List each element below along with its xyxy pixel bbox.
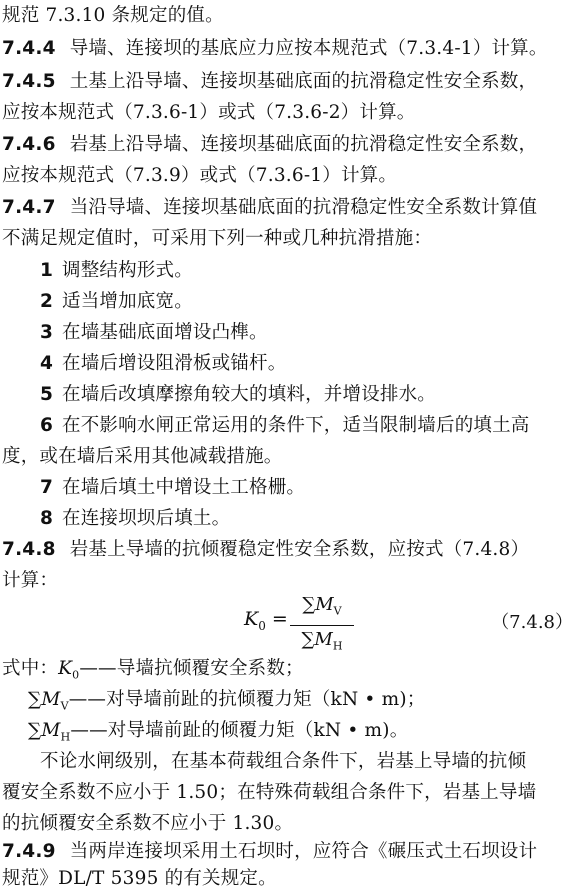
text-line: 不论水闸级别，在基本荷载组合条件下，岩基上导墙的抗倾 — [40, 751, 527, 772]
text-line: 度，或在墙后采用其他减载措施。 — [2, 446, 283, 467]
fraction-denominator: $\sum M_H$ — [301, 628, 343, 653]
definition-k0 — [2, 657, 581, 688]
section-7-4-4 — [2, 37, 581, 61]
list-item-number: 7 — [40, 477, 54, 498]
list-item-number: 2 — [40, 291, 54, 312]
text-line: 不满足规定值时，可采用下列一种或几种抗滑措施： — [2, 228, 433, 249]
section-text: 土基上沿导墙、连接坝基础底面的抗滑稳定性安全系数， — [69, 71, 538, 92]
definition-text: ——对导墙前趾的抗倾覆力矩（kN • m)； — [68, 689, 426, 710]
list-item-text: 在连接坝坝后填土。 — [62, 508, 231, 529]
list-item-text: 在墙后填土中增设土工格栅。 — [62, 477, 306, 498]
list-item-number: 3 — [40, 322, 54, 343]
section-7-4-8 — [2, 538, 581, 562]
equation-number: （7.4.8） — [491, 612, 573, 633]
list-item-number: 1 — [40, 260, 54, 281]
section-7-4-9 — [2, 840, 581, 864]
list-item-number: 4 — [40, 353, 54, 374]
text-line: 规范》DL/T 5395 的有关规定。 — [2, 868, 277, 889]
text-line: 计算： — [2, 570, 59, 591]
list-item-text: 在墙基础底面增设凸榫。 — [62, 322, 268, 343]
list-item — [40, 414, 581, 438]
section-7-4-7 — [2, 196, 581, 220]
section-number: 7.4.4 — [2, 38, 56, 59]
definition-mv — [28, 688, 581, 719]
list-item — [40, 476, 581, 500]
section-text: 岩基上沿导墙、连接坝基础底面的抗滑稳定性安全系数， — [69, 134, 538, 155]
list-item-text: 适当增加底宽。 — [62, 291, 193, 312]
section-number: 7.4.5 — [2, 71, 56, 92]
section-number: 7.4.8 — [2, 539, 56, 560]
definition-mh — [28, 719, 581, 750]
list-item — [40, 507, 581, 531]
list-item — [40, 290, 581, 314]
section-7-4-6 — [2, 133, 581, 157]
list-item — [40, 352, 581, 376]
section-text: 导墙、连接坝的基底应力应按本规范式（7.3.4-1）计算。 — [69, 38, 548, 59]
list-item-number: 5 — [40, 384, 54, 405]
text-line: 的抗倾覆安全系数不应小于 1.30。 — [2, 813, 294, 834]
section-7-4-5 — [2, 70, 581, 94]
list-item — [40, 321, 581, 345]
definition-text: ——对导墙前趾的倾覆力矩（kN • m)。 — [70, 720, 409, 741]
definition-symbol: $\sum M_V$ — [28, 689, 69, 713]
where-label: 式中： — [2, 658, 59, 679]
definition-symbol: $K_0$ — [58, 658, 80, 682]
fraction-numerator: $\sum M_V$ — [302, 594, 342, 618]
list-item-number: 8 — [40, 508, 54, 529]
list-item-text: 在墙后增设阻滑板或锚杆。 — [62, 353, 287, 374]
section-number: 7.4.7 — [2, 197, 56, 218]
equation-7-4-8 — [0, 592, 587, 653]
text-line: 应按本规范式（7.3.6-1）或式（7.3.6-2）计算。 — [2, 102, 416, 123]
section-text: 当两岸连接坝采用土石坝时，应符合《碾压式土石坝设计 — [69, 841, 538, 862]
list-item-number: 6 — [40, 415, 54, 436]
list-item — [40, 259, 581, 283]
list-item-text: 在墙后改填摩擦角较大的填料，并增设排水。 — [62, 384, 437, 405]
list-item — [40, 383, 581, 407]
equation-fraction — [290, 592, 354, 658]
list-item-text: 调整结构形式。 — [62, 260, 193, 281]
text-line: 应按本规范式（7.3.9）或式（7.3.6-1）计算。 — [2, 165, 398, 186]
section-number: 7.4.9 — [2, 841, 56, 862]
section-text: 岩基上导墙的抗倾覆稳定性安全系数，应按式（7.4.8） — [69, 539, 530, 560]
section-text: 当沿导墙、连接坝基础底面的抗滑稳定性安全系数计算值 — [69, 197, 538, 218]
section-number: 7.4.6 — [2, 134, 56, 155]
text-line: 规范 7.3.10 条规定的值。 — [2, 5, 224, 26]
list-item-text: 在不影响水闸正常运用的条件下，适当限制墙后的填土高 — [62, 415, 530, 436]
text-line: 覆安全系数不应小于 1.50；在特殊荷载组合条件下，岩基上导墙 — [2, 782, 537, 803]
equation-lhs: $K_0$ = — [244, 608, 288, 633]
definition-text: ——导墙抗倾覆安全系数； — [79, 658, 304, 679]
definition-symbol: $\sum M_H$ — [28, 720, 71, 744]
fraction-bar — [290, 625, 354, 626]
